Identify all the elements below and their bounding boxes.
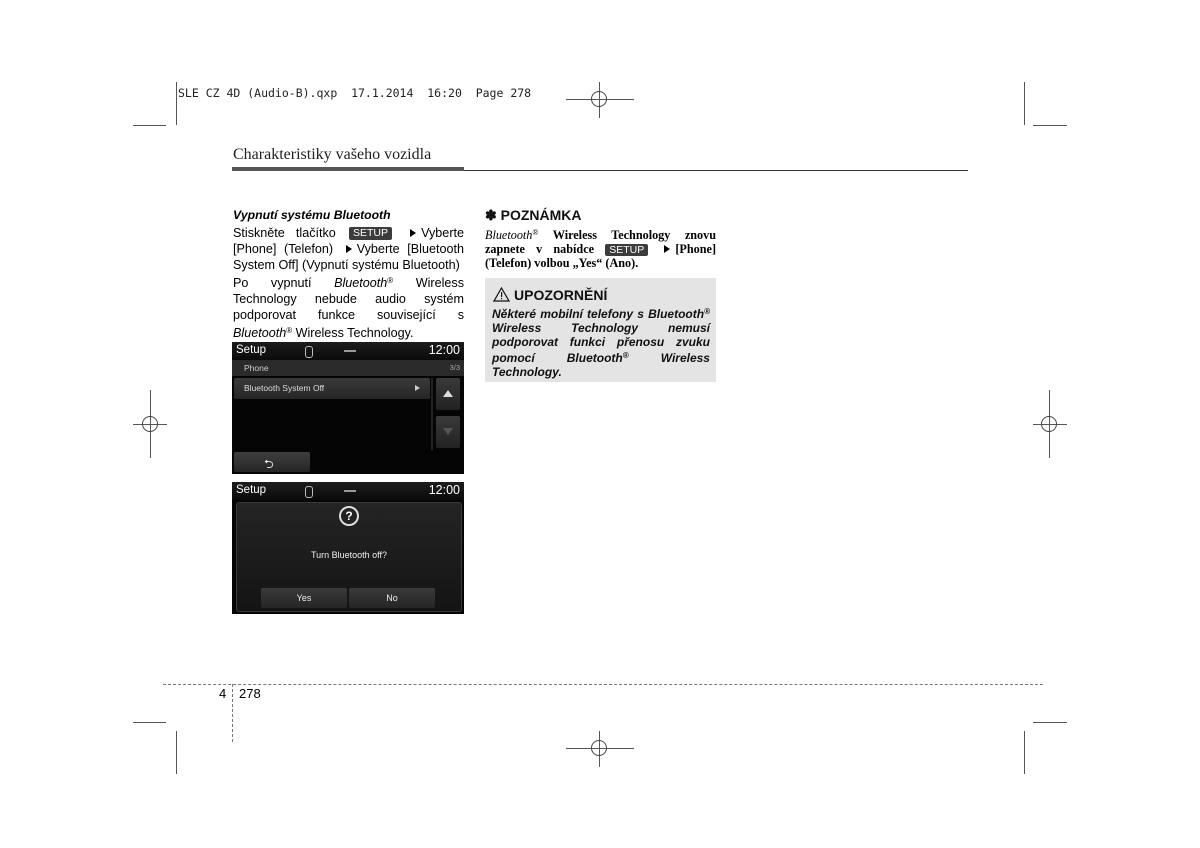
- clock: 12:00: [428, 483, 460, 497]
- scroll-track: [431, 378, 433, 450]
- chapter-number: 4: [219, 686, 227, 701]
- registered-mark: ®: [387, 276, 394, 285]
- screen-title: Setup: [236, 344, 267, 356]
- print-slug: SLE CZ 4D (Audio-B).qxp 17.1.2014 16:20 Page 278: [178, 86, 532, 100]
- setup-key-label: SETUP: [605, 244, 648, 256]
- bluetooth-off-confirm-screen: [232, 482, 464, 614]
- no-button[interactable]: No: [349, 588, 435, 608]
- warning-triangle-icon: [493, 287, 510, 302]
- scroll-up-button[interactable]: [436, 378, 460, 410]
- warning-text: [492, 305, 710, 379]
- left-column: [233, 207, 464, 341]
- registered-mark: ®: [622, 351, 629, 360]
- header-rule-thick: [232, 167, 464, 171]
- bluetooth-term: Bluetooth: [233, 326, 287, 340]
- question-icon: ?: [339, 506, 359, 526]
- note-text-part: Wireless Technology znovu zapnete v nabídce: [485, 228, 717, 256]
- registered-mark: ®: [704, 307, 710, 316]
- instruction-text: Stiskněte tlačítko: [233, 226, 336, 240]
- bluetooth-term: Bluetooth: [485, 228, 533, 242]
- registered-mark: ®: [286, 326, 293, 335]
- note-text: [485, 226, 716, 270]
- confirm-dialog: [236, 502, 462, 612]
- section-heading: Vypnutí systému Bluetooth: [233, 208, 391, 222]
- warning-text-part: Wireless Technology nemusí podporovat funkci přenosu zvuku pomocí Bluetooth: [492, 321, 710, 365]
- bluetooth-system-off-item[interactable]: [234, 378, 430, 399]
- arrow-down-icon: [443, 428, 453, 435]
- usb-icon: [344, 490, 356, 492]
- triangle-right-icon: [410, 229, 416, 237]
- warning-heading-text: UPOZORNĚNÍ: [514, 287, 608, 303]
- footer-divider: [232, 684, 233, 742]
- screen-title: Setup: [236, 484, 267, 496]
- triangle-right-icon: [346, 245, 352, 253]
- usb-icon: [344, 350, 356, 352]
- clock: 12:00: [428, 343, 460, 357]
- warning-text-part: Některé mobilní telefony s Bluetooth: [492, 307, 705, 321]
- setup-key-label: SETUP: [349, 227, 392, 240]
- instruction-text: Vyberte [Bluetooth System Off] (Vypnutí systému Bluetooth): [233, 242, 464, 272]
- dialog-message: Turn Bluetooth off?: [310, 550, 388, 560]
- back-button[interactable]: [234, 452, 310, 472]
- scroll-down-button[interactable]: [436, 416, 460, 448]
- registered-mark: ®: [532, 228, 539, 237]
- back-arrow-icon: ⮌: [264, 457, 274, 471]
- info-text: Wireless Technology.: [295, 326, 414, 340]
- page-indicator: 3/3: [449, 363, 460, 372]
- info-paragraph: [233, 273, 464, 341]
- info-text: Wireless Technology nebude audio systém podporovat funkce související s: [233, 276, 465, 322]
- note-heading: ✽ POZNÁMKA: [485, 207, 582, 223]
- phone-setup-screen: [232, 342, 464, 474]
- bluetooth-icon: [305, 486, 313, 498]
- warning-heading: [493, 287, 607, 303]
- header-rule-thin: [464, 170, 968, 171]
- warning-box: [485, 278, 716, 382]
- warning-text-part: Wireless Technology.: [492, 351, 710, 379]
- bluetooth-icon: [305, 346, 313, 358]
- chevron-right-icon: [415, 385, 420, 391]
- info-text: Po vypnutí: [233, 276, 312, 290]
- instruction-text: Vyberte [Phone] (Telefon): [233, 226, 465, 256]
- footer-rule: [163, 684, 1043, 685]
- list-item-label: Bluetooth System Off: [244, 383, 325, 393]
- section-bar: [232, 360, 464, 376]
- status-bar: [232, 342, 464, 360]
- yes-button[interactable]: Yes: [261, 588, 347, 608]
- note-block: [485, 207, 716, 270]
- arrow-up-icon: [443, 390, 453, 397]
- status-bar: [232, 482, 464, 500]
- running-title: Charakteristiky vašeho vozidla: [233, 146, 432, 163]
- note-text-part: [Phone] (Telefon) volbou „Yes“ (Ano).: [485, 242, 716, 270]
- instruction-paragraph: [233, 225, 464, 273]
- bluetooth-term: Bluetooth: [334, 276, 388, 290]
- section-label: Phone: [244, 363, 269, 373]
- triangle-right-icon: [664, 245, 670, 253]
- page-number: 278: [239, 686, 261, 701]
